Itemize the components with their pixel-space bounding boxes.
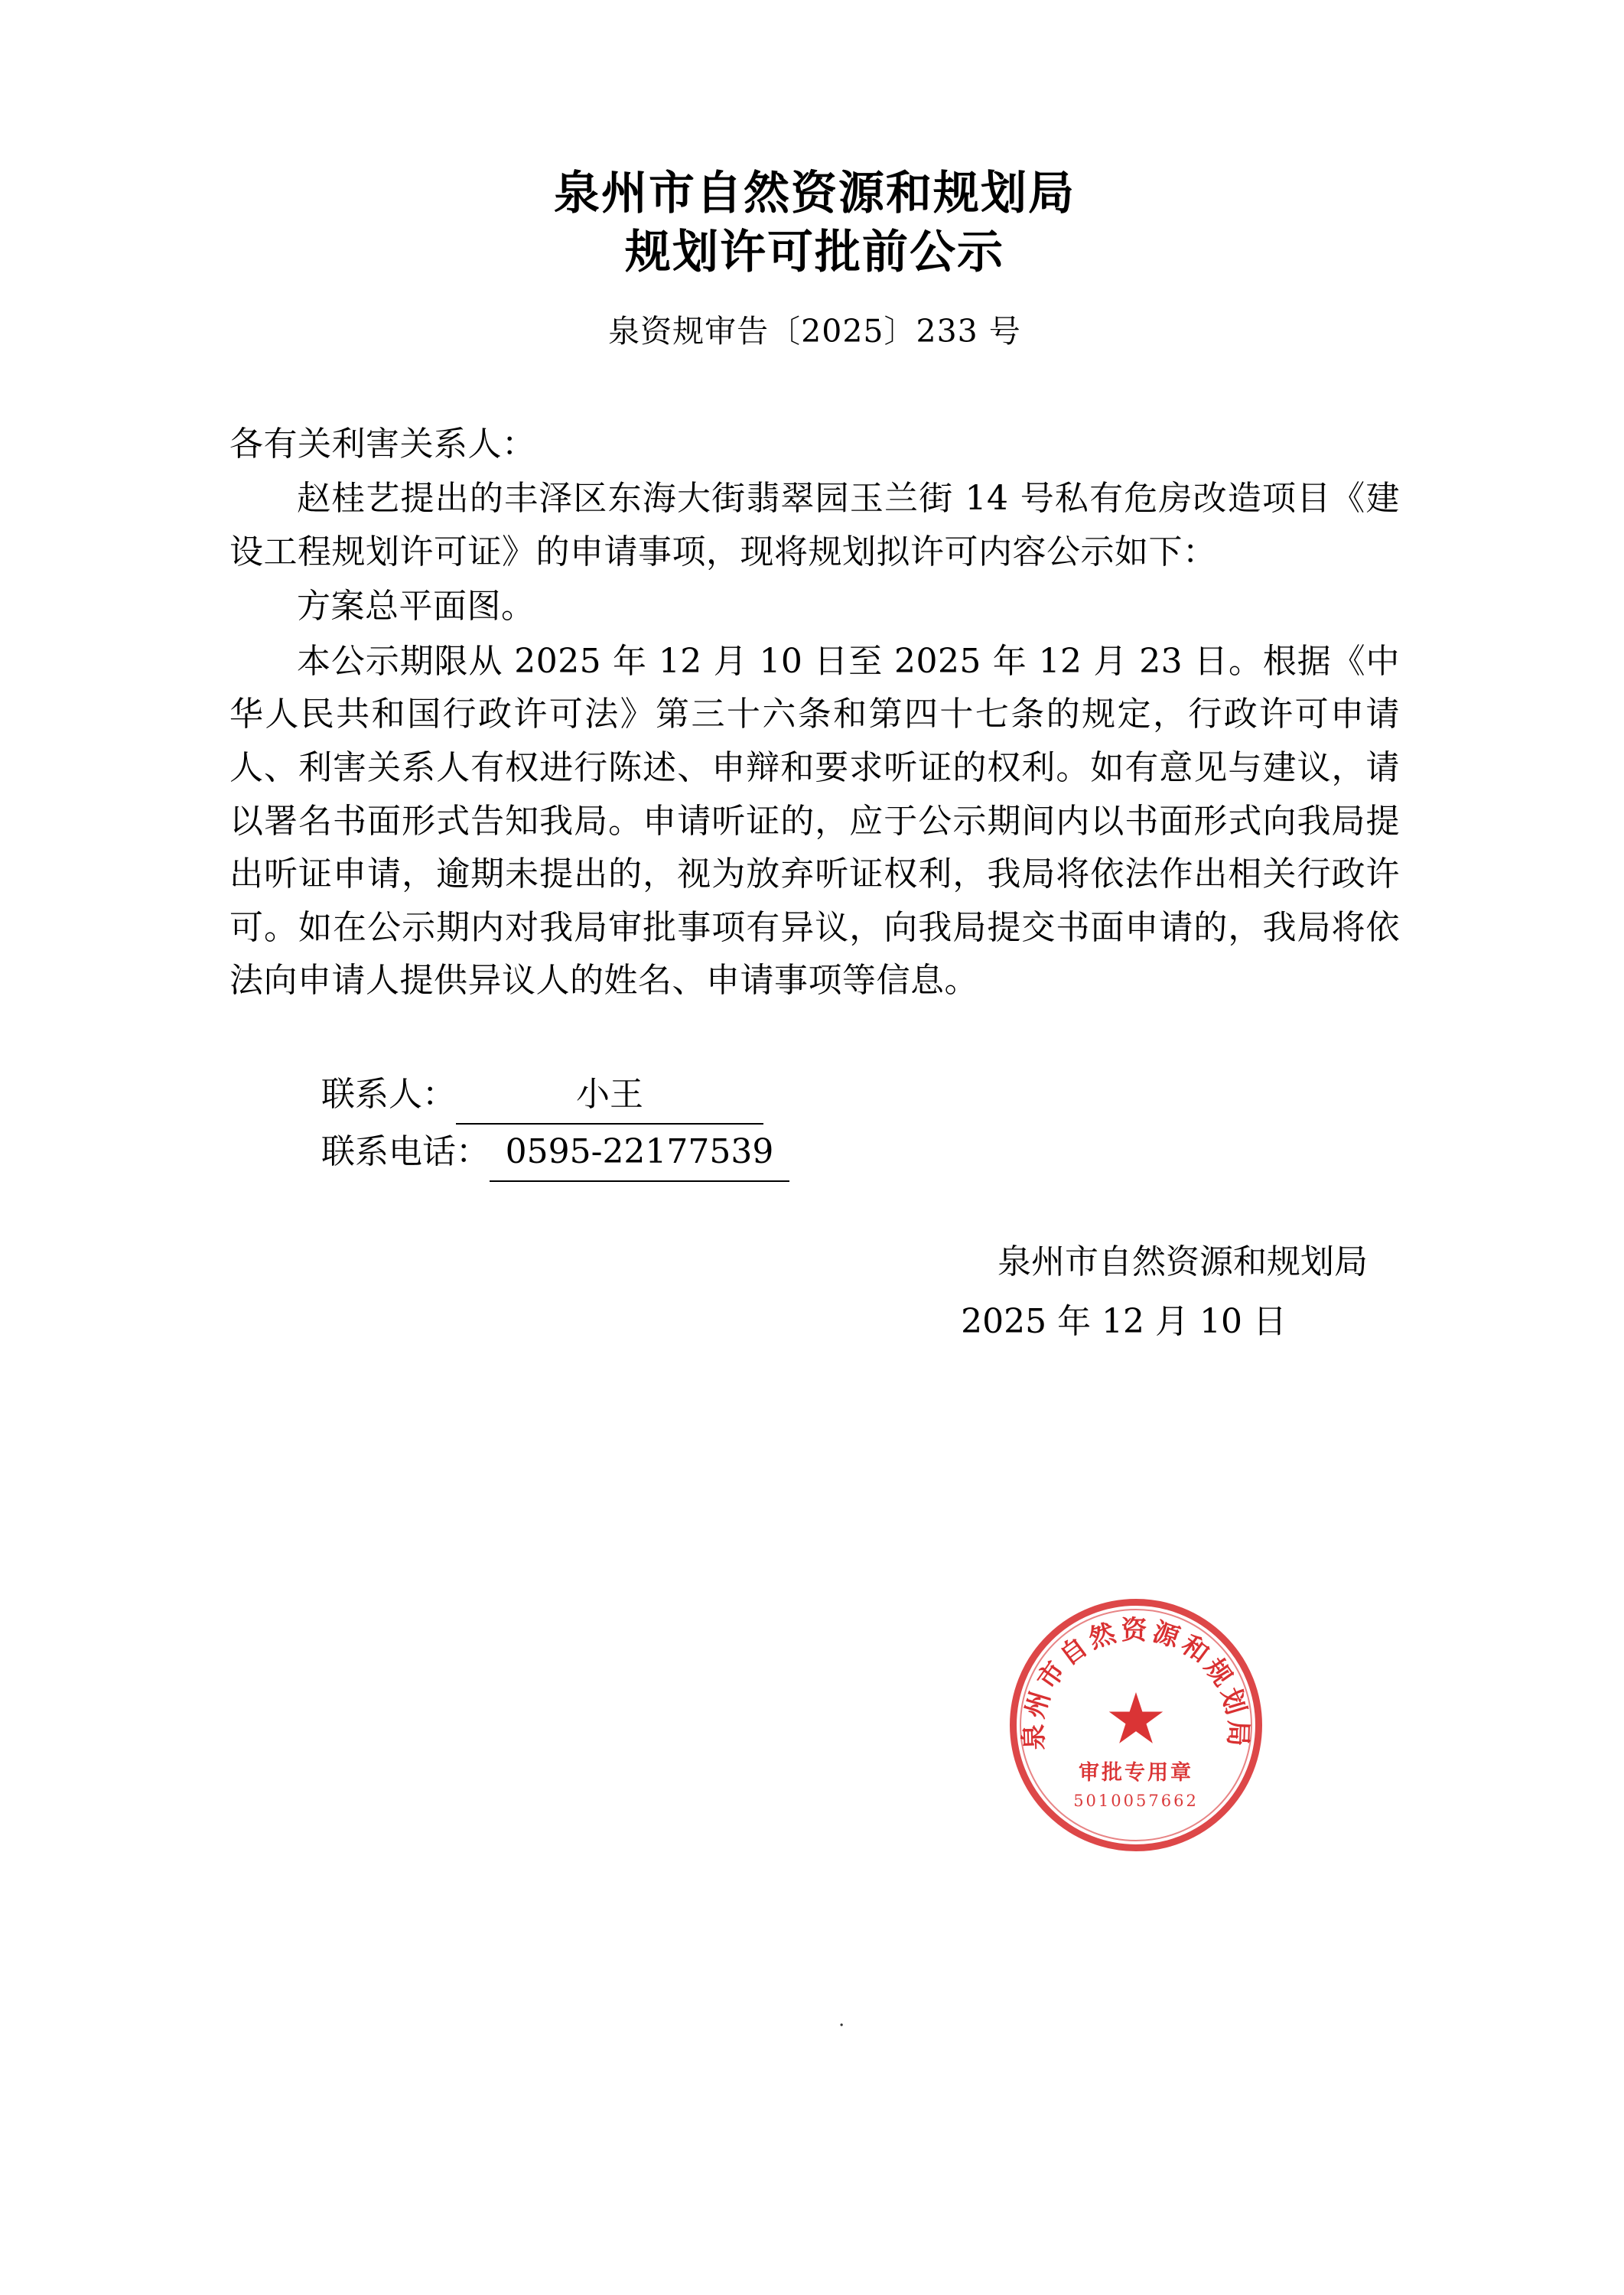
paragraph-application: 赵桂艺提出的丰泽区东海大街翡翠园玉兰街 14 号私有危房改造项目《建设工程规划许可证》的申请事项，现将规划拟许可内容公示如下：: [229, 479, 1400, 571]
contact-phone-value: 0595-22177539: [490, 1125, 789, 1182]
page-mark: .: [838, 2008, 845, 2031]
star-icon: ★: [1104, 1678, 1168, 1760]
issuer-block: [229, 1235, 1400, 1349]
seal-outer-ring: [1010, 1599, 1262, 1851]
contact-phone-row: [321, 1125, 1400, 1182]
official-seal: [1010, 1599, 1262, 1851]
seal-subtitle: 审批专用章: [1079, 1761, 1193, 1785]
document-body: [229, 0, 1400, 1349]
seal-inner-ring: [1020, 1609, 1252, 1841]
seal-arc-label: 泉州市自然资源和规划局: [1018, 1615, 1254, 1751]
document-content: [229, 418, 1400, 1008]
document-header: [229, 0, 1400, 352]
contact-block: [229, 1067, 1400, 1183]
contact-person-row: [321, 1067, 1400, 1125]
salutation: 各有关利害关系人：: [229, 424, 536, 464]
document-number: 泉资规审告〔2025〕233 号: [608, 312, 1021, 350]
page-title-line-2: 规划许可批前公示: [625, 225, 1004, 279]
seal-code: 5010057662: [1073, 1792, 1199, 1810]
contact-phone-label: 联系电话：: [321, 1131, 490, 1171]
contact-person-label: 联系人：: [321, 1074, 456, 1114]
contact-person-value: 小王: [456, 1067, 763, 1125]
seal-arc-text: [1010, 1599, 1262, 1851]
issue-date: 2025 年 12 月 10 日: [961, 1302, 1287, 1342]
page-title-line-1: 泉州市自然资源和规划局: [554, 167, 1076, 220]
svg-text:泉州市自然资源和规划局: [1019, 1615, 1254, 1750]
paragraph-plan: 方案总平面图。: [297, 587, 535, 627]
paragraph-notice-period: 本公示期限从 2025 年 12 月 10 日至 2025 年 12 月 23 日。根据《中华人民共和国行政许可法》第三十六条和第四十七条的规定，行政许可申请人、利害关系人有权进行陈述、申辩和要求听证的权利。如有意见与建议，请以署名书面形式告知我局。申请听证的，应于公示期间内以书面形式向我局提出听证申请，逾期未提出的，视为放弃听证权利，我局将依法作出相关行政许可。如在公示期内对我局审批事项有异议，向我局提交书面申请的，我局将依法向申请人提供异议人的姓名、申请事项等信息。: [229, 641, 1400, 1001]
issuer-name: 泉州市自然资源和规划局: [998, 1242, 1368, 1282]
